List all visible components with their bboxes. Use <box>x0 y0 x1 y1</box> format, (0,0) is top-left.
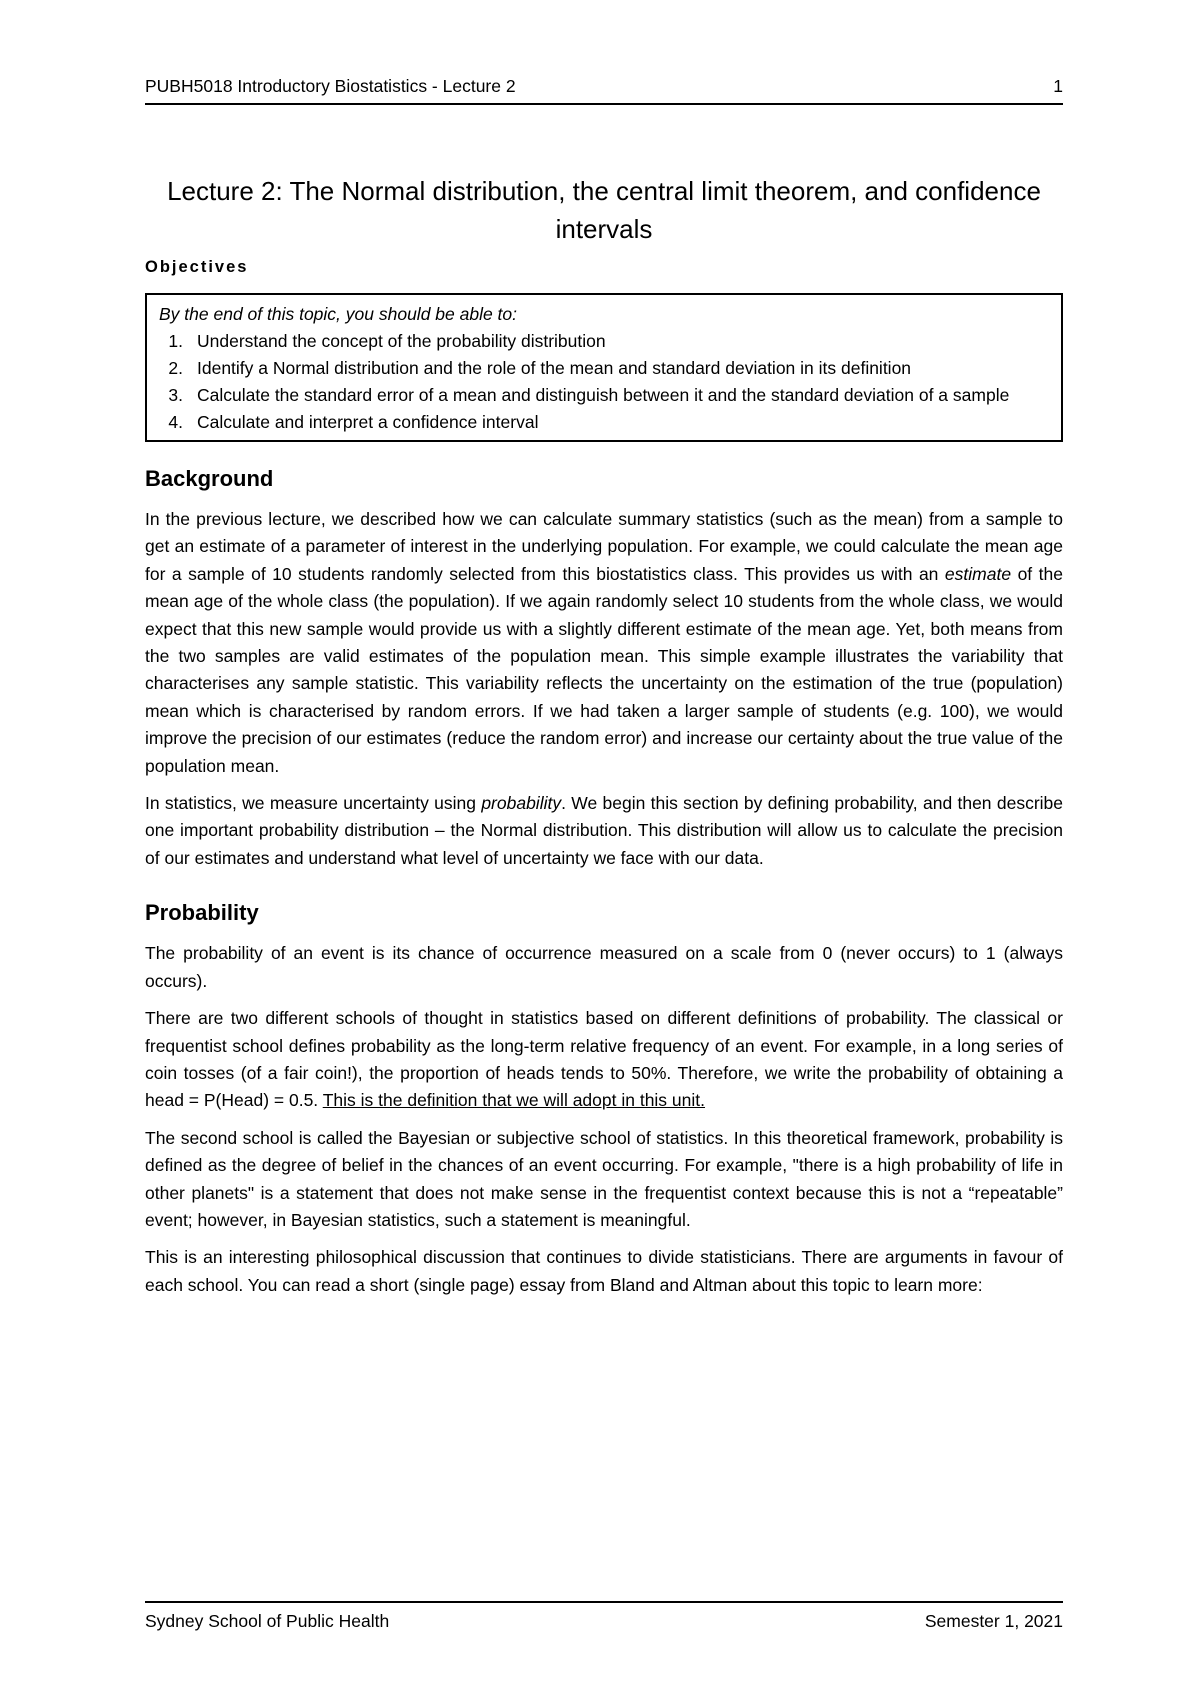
main-content <box>145 172 1063 1309</box>
emphasis-text: probability <box>481 793 562 814</box>
objective-number: 4. <box>168 412 183 432</box>
page-header <box>145 76 1063 105</box>
objectives-heading: Objectives <box>145 258 249 276</box>
objective-item <box>159 355 1049 382</box>
probability-paragraph-2 <box>145 1005 1063 1115</box>
probability-heading: Probability <box>145 900 259 926</box>
objective-item <box>159 328 1049 355</box>
probability-paragraph-1: The probability of an event is its chance of occurrence measured on a scale from 0 (never occurs) to 1 (always occurs). <box>145 943 1063 991</box>
objective-text: Calculate the standard error of a mean and distinguish between it and the standard deviation of a sample <box>197 385 1010 405</box>
page-footer <box>145 1601 1063 1632</box>
text-run: of the mean age of the whole class (the population). If we again randomly select 10 students from the whole class, we would expect that this new sample would provide us with a slightly different estimate of the mean age. Yet, both means from the two samples are valid estimates of the population mean. This simple example illustrates the variability that characterises any sample statistic. This variability reflects the uncertainty on the estimation of the true (population) mean which is characterised by random errors. If we had taken a larger sample of students (e.g. 100), we would improve the precision of our estimates (reduce the random error) and increase our certainty about the true value of the population mean. <box>145 563 1063 776</box>
text-run: In statistics, we measure uncertainty using <box>145 793 482 814</box>
objective-item <box>159 382 1049 409</box>
objective-number: 2. <box>168 358 183 378</box>
background-paragraph-2 <box>145 790 1063 872</box>
header-page-number: 1 <box>1053 76 1063 96</box>
text-run: In the previous lecture, we described how we can calculate summary statistics (such as the mean) from a sample to get an estimate of a parameter of interest in the underlying population. For example, we could calculate the mean age for a sample of 10 students randomly selected from this biostatistics class. This provides us with an <box>145 509 1063 584</box>
objectives-intro: By the end of this topic, you should be able to: <box>159 304 518 324</box>
footer-school: Sydney School of Public Health <box>145 1611 390 1631</box>
objectives-box <box>145 293 1063 442</box>
objective-item <box>159 409 1049 436</box>
emphasis-text: estimate <box>944 563 1012 584</box>
text-run: . We begin this section by defining probability, and then describe one important probability distribution – the Normal distribution. This distribution will allow us to calculate the precision of our estimates and understand what level of uncertainty we face with our data. <box>145 793 1064 868</box>
header-course-title: PUBH5018 Introductory Biostatistics - Lecture 2 <box>145 76 516 96</box>
background-heading: Background <box>145 466 274 491</box>
footer-semester: Semester 1, 2021 <box>924 1611 1063 1631</box>
document-title: Lecture 2: The Normal distribution, the central limit theorem, and confidence intervals <box>167 176 1041 244</box>
probability-paragraph-3: The second school is called the Bayesian or subjective school of statistics. In this theoretical framework, probability is defined as the degree of belief in the chances of an event occurring. For example, "there is a high probability of life in other planets" is a statement that does not make sense in the frequentist context because this is not a “repeatable” event; however, in Bayesian statistics, such a statement is meaningful. <box>145 1127 1063 1230</box>
objective-text: Understand the concept of the probability distribution <box>197 331 606 351</box>
objectives-list <box>159 328 1049 436</box>
probability-paragraph-4: This is an interesting philosophical discussion that continues to divide statisticians. There are arguments in favour of each school. You can read a short (single page) essay from Bland and Altman about this topic to learn more: <box>145 1247 1063 1295</box>
objective-number: 1. <box>168 331 183 351</box>
background-paragraph-1 <box>145 506 1063 780</box>
objective-number: 3. <box>168 385 183 405</box>
text-run: There are two different schools of thought in statistics based on different definitions of probability. The classical or frequentist school defines probability as the long-term relative frequency of an event. For example, in a long series of coin tosses (of a fair coin!), the proportion of heads tends to 50%. Therefore, we write the probability of obtaining a head = P(Head) = 0.5. <box>145 1008 1063 1111</box>
underlined-text: This is the definition that we will adopt in this unit. <box>322 1090 706 1111</box>
objective-text: Identify a Normal distribution and the role of the mean and standard deviation in its definition <box>197 358 912 378</box>
objective-text: Calculate and interpret a confidence interval <box>197 412 539 432</box>
